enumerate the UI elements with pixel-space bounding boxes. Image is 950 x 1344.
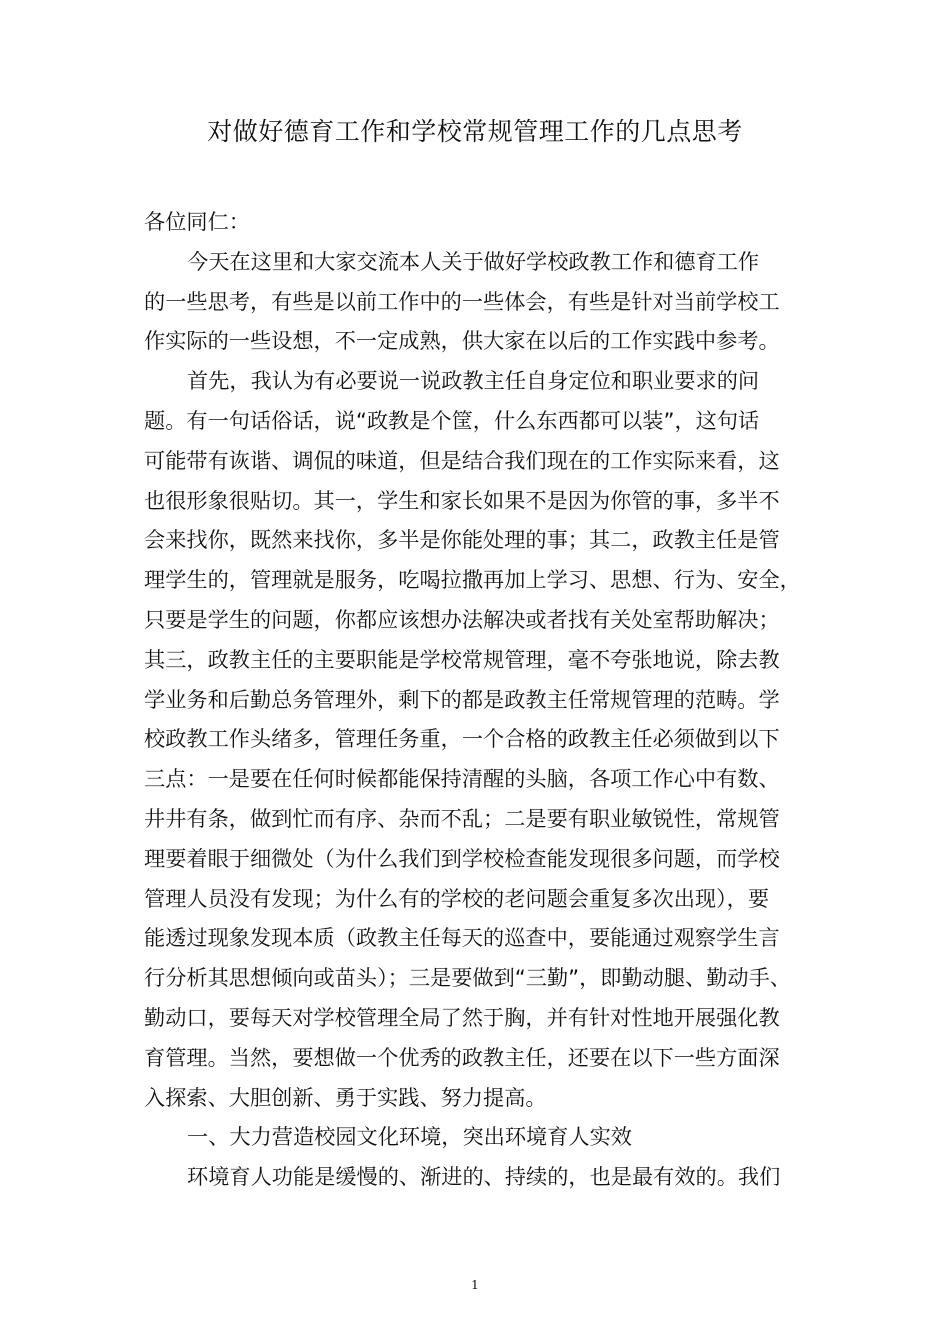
- paragraph-line: 环境育人功能是缓慢的、渐进的、持续的，也是最有效的。我们: [187, 1164, 781, 1190]
- paragraph-line: 只要是学生的问题，你都应该想办法解决或者找有关处室帮助解决；: [144, 606, 780, 632]
- page-number: 1: [471, 1278, 479, 1292]
- paragraph-line: 题。有一句话俗话，说“政教是个筐，什么东西都可以装”，这句话: [144, 407, 760, 433]
- paragraph-line: 理学生的，管理就是服务，吃喝拉撒再加上学习、思想、行为、安全，: [144, 567, 801, 593]
- paragraph-line: 首先，我认为有必要说一说政教主任自身定位和职业要求的问: [187, 368, 760, 394]
- paragraph-line: 勤动口，要每天对学校管理全局了然于胸，并有针对性地开展强化教: [144, 1004, 780, 1030]
- paragraph-line: 能透过现象发现本质（政教主任每天的巡查中，要能通过观察学生言: [144, 925, 780, 951]
- document-body: [144, 202, 808, 1197]
- paragraph-line: 也很形象很贴切。其一，学生和家长如果不是因为你管的事，多半不: [144, 487, 780, 513]
- paragraph-line: 行分析其思想倾向或苗头）；三是要做到“三勤”，即勤动腿、勤动手、: [144, 965, 791, 991]
- paragraph-line: 的一些思考，有些是以前工作中的一些体会，有些是针对当前学校工: [144, 288, 780, 314]
- document-title: 对做好德育工作和学校常规管理工作的几点思考: [207, 117, 743, 146]
- section-heading: 一、大力营造校园文化环境，突出环境育人实效: [187, 1124, 632, 1150]
- paragraph-line: 可能带有诙谐、调侃的味道，但是结合我们现在的工作实际来看，这: [144, 447, 780, 473]
- paragraph-line: 理要着眼于细微处（为什么我们到学校检查能发现很多问题，而学校: [144, 845, 780, 871]
- paragraph-line: 校政教工作头绪多，管理任务重，一个合格的政教主任必须做到以下: [144, 726, 780, 752]
- paragraph-line: 管理人员没有发现；为什么有的学校的老问题会重复多次出现），要: [144, 885, 770, 911]
- paragraph-line: 今天在这里和大家交流本人关于做好学校政教工作和德育工作: [187, 248, 760, 274]
- paragraph-line: 育管理。当然，要想做一个优秀的政教主任，还要在以下一些方面深: [144, 1044, 780, 1070]
- paragraph-line: 其三，政教主任的主要职能是学校常规管理，毫不夸张地说，除去教: [144, 646, 780, 672]
- salutation-line: 各位同仁：: [144, 209, 250, 234]
- paragraph-line: 学业务和后勤总务管理外，剩下的都是政教主任常规管理的范畴。学: [144, 686, 780, 712]
- paragraph-line: 会来找你，既然来找你，多半是你能处理的事；其二，政教主任是管: [144, 527, 780, 553]
- paragraph-line: 井井有条，做到忙而有序、杂而不乱；二是要有职业敏锐性，常规管: [144, 805, 780, 831]
- paragraph-line: 入探索、大胆创新、勇于实践、努力提高。: [144, 1084, 547, 1110]
- paragraph-line: 作实际的一些设想，不一定成熟，供大家在以后的工作实践中参考。: [144, 328, 780, 354]
- paragraph-line: 三点：一是要在任何时候都能保持清醒的头脑，各项工作心中有数、: [144, 766, 780, 792]
